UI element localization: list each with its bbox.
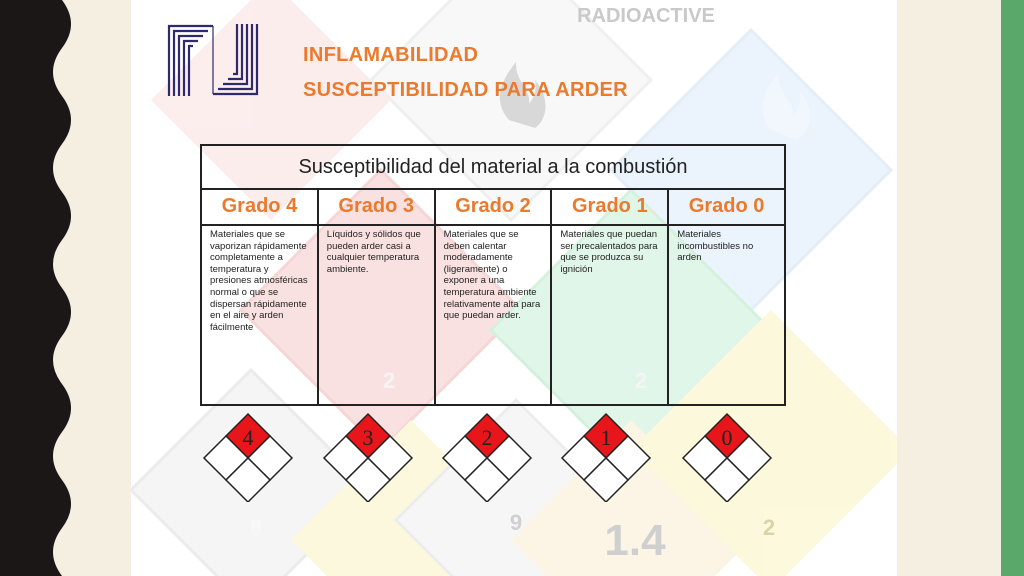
bg-class-label: 1.4	[604, 516, 666, 565]
grade-2-header: Grado 2	[436, 188, 553, 224]
slide-title: INFLAMABILIDAD	[303, 44, 479, 66]
slide	[131, 0, 897, 576]
hazard-diamond-icon	[198, 412, 298, 502]
grade-3-description: Líquidos y sólidos que pueden arder casi a cualquier temperatura ambiente.	[319, 224, 436, 404]
grade-0-description: Materiales incombustibles no arden	[677, 229, 754, 264]
grade-3-header: Grado 3	[319, 188, 436, 224]
bg-class-label: 2	[382, 368, 396, 393]
bg-radioactive-label: RADIOACTIVE	[577, 5, 715, 27]
hazard-diamond-icon	[318, 412, 418, 502]
table-header: Susceptibilidad del material a la combustión	[202, 146, 784, 190]
right-accent-bar	[1001, 0, 1024, 576]
bg-class-label: 9	[509, 510, 523, 535]
diamond-number: 3	[362, 425, 374, 450]
bg-class-label: 8	[249, 515, 263, 540]
bg-class-label: 2	[762, 515, 776, 540]
bg-class-label: 2	[634, 368, 648, 393]
description-row	[202, 224, 784, 404]
hazard-diamond-icon	[556, 412, 656, 502]
grade-header-row	[202, 188, 784, 226]
grade-2-description: Materiales que se deben calentar moderadamente (ligeramente) o exponer a una temperatura ambiente relativamente alta para que puedan arder.	[436, 224, 553, 404]
grade-1-description: Materiales que puedan ser precalentados para que se produzca su ignición	[552, 224, 669, 404]
left-wave-border	[0, 0, 80, 576]
diamond-number: 2	[481, 425, 493, 450]
flammability-table	[200, 144, 786, 406]
hazard-diamond-icon	[437, 412, 537, 502]
grade-4-header: Grado 4	[202, 188, 319, 224]
logo-icon	[165, 22, 261, 98]
grade-4-description: Materiales que se vaporizan rápidamente completamente a temperatura y presiones atmosféricas normal o que se dispersan rápidamente en el aire y arden fácilmente	[202, 224, 319, 404]
hazard-diamond-icon	[677, 412, 777, 502]
grade-0-header: Grado 0	[688, 194, 765, 217]
grade-1-header: Grado 1	[552, 188, 669, 224]
diamond-number: 0	[721, 425, 733, 450]
slide-subtitle: SUSCEPTIBILIDAD PARA ARDER	[303, 79, 628, 101]
diamond-number: 4	[242, 425, 254, 450]
diamond-number: 1	[600, 425, 612, 450]
